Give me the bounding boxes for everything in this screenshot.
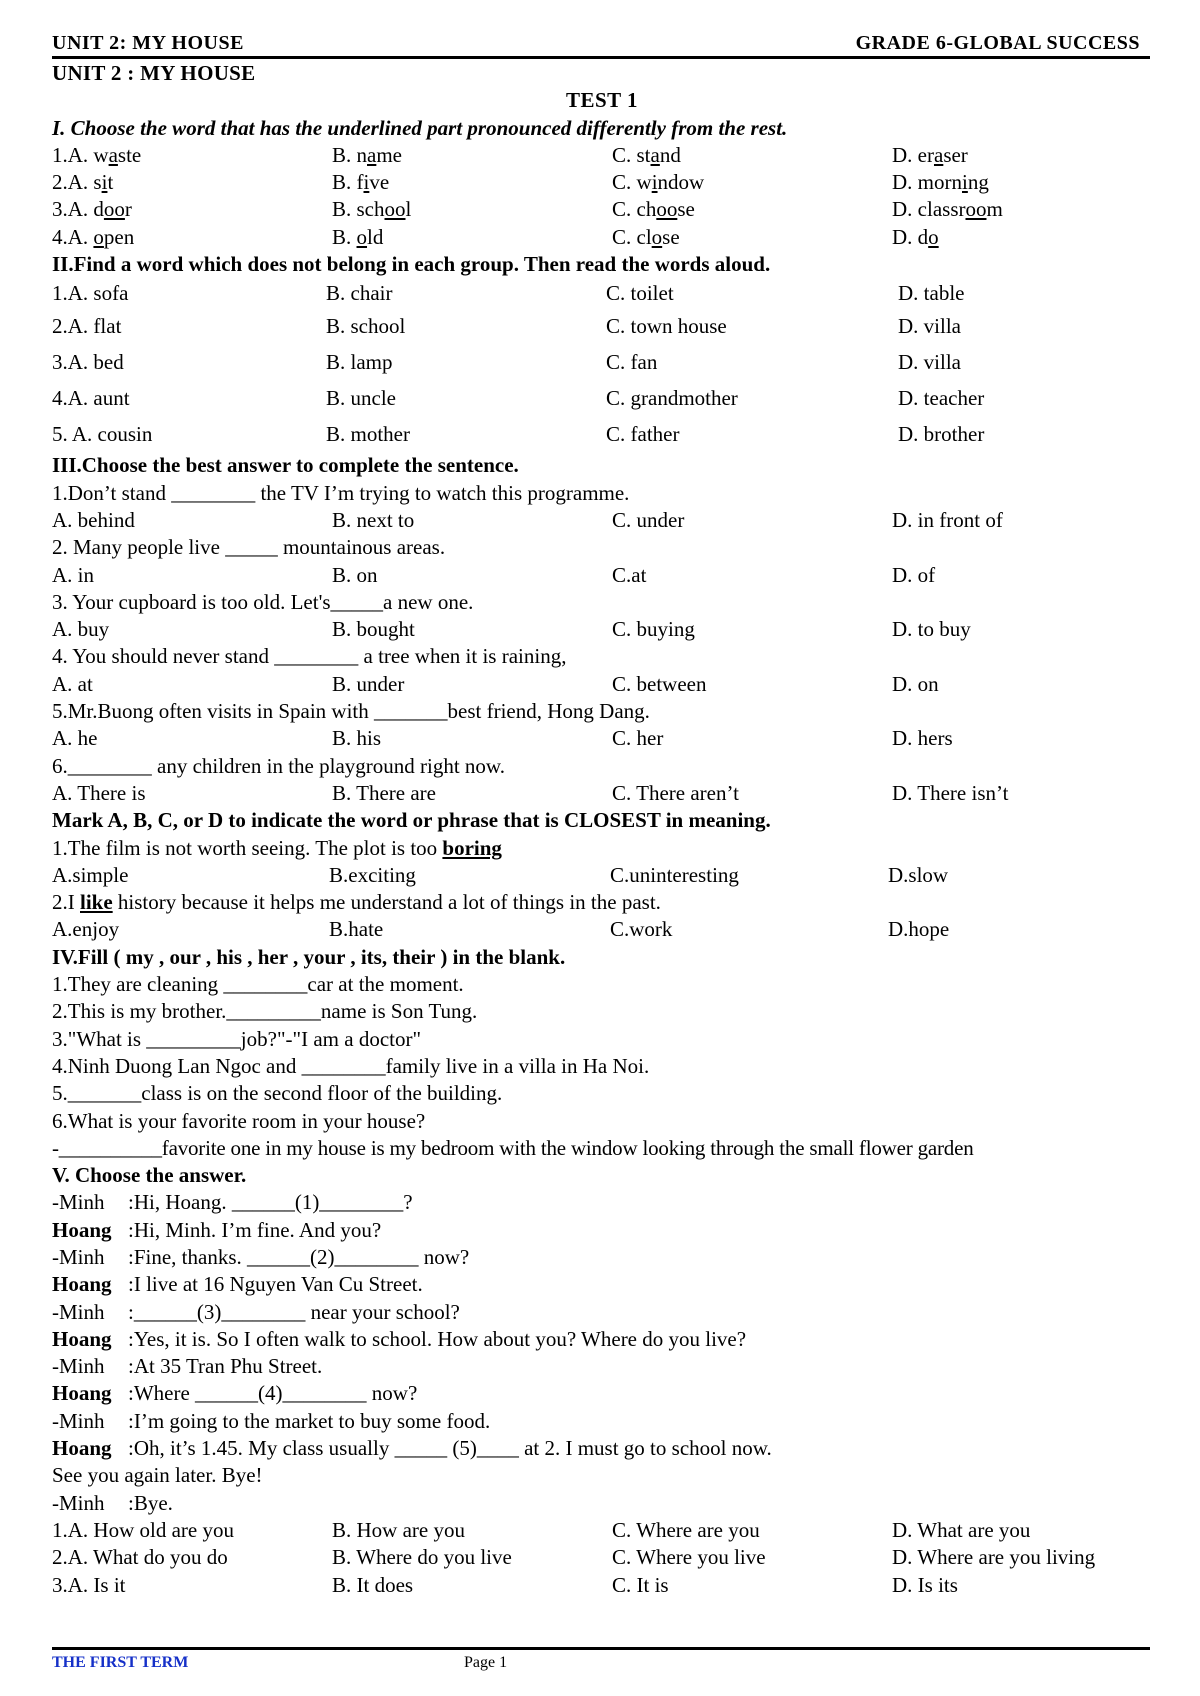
s5-option: B. How are you: [332, 1517, 465, 1542]
dialogue-line: See you again later. Bye!: [52, 1463, 263, 1488]
page-header: [52, 30, 1150, 59]
s3-options-row: [52, 725, 1152, 752]
closest-question-2: [52, 889, 1152, 916]
s2-option: D. teacher: [898, 386, 985, 411]
s3-options-row: [52, 616, 1152, 643]
s4-item: 5._______class is on the second floor of the building.: [52, 1081, 503, 1106]
s2-option: D. villa: [898, 350, 961, 375]
utterance: :Oh, it’s 1.45. My class usually _____ (5)____ at 2. I must go to school now.: [128, 1436, 772, 1461]
utterance: :______(3)________ near your school?: [128, 1299, 460, 1324]
s2-option: 3.A. bed: [52, 350, 124, 375]
s3-question: 5.Mr.Buong often visits in Spain with _______best friend, Hong Dang.: [52, 699, 650, 724]
utterance: :I’m going to the market to buy some food.: [128, 1408, 491, 1433]
s1-option: 4.A. open: [52, 224, 135, 249]
closest-options-row: [52, 916, 1152, 943]
s1-option: B. name: [332, 142, 402, 167]
closest-option: D.slow: [888, 862, 949, 887]
speaker: Hoang: [52, 1381, 112, 1406]
dialogue-line: [52, 1353, 1152, 1380]
s2-option: C. father: [606, 422, 680, 447]
speaker: Hoang: [52, 1326, 112, 1351]
dialogue-line: [52, 1408, 1152, 1435]
utterance: :Yes, it is. So I often walk to school. How about you? Where do you live?: [128, 1326, 747, 1351]
s2-option: B. chair: [326, 281, 393, 306]
s3-option: D. on: [892, 671, 939, 696]
header-grade: GRADE 6-GLOBAL SUCCESS: [855, 32, 1140, 54]
s1-option: D. classroom: [892, 197, 1003, 222]
s2-option: 2.A. flat: [52, 314, 122, 339]
s2-question-row: [52, 380, 1152, 416]
s3-option: D. There isn’t: [892, 780, 1009, 805]
s1-option: C. choose: [612, 197, 695, 222]
speaker: Hoang: [52, 1217, 112, 1242]
s3-option: B. under: [332, 671, 405, 696]
s1-option: C. close: [612, 224, 680, 249]
s3-option: A. buy: [52, 617, 110, 642]
s5-option: 1.A. How old are you: [52, 1517, 234, 1542]
s2-option: D. brother: [898, 422, 985, 447]
s3-option: C. buying: [612, 617, 695, 642]
s2-option: 1.A. sofa: [52, 281, 129, 306]
utterance: :I live at 16 Nguyen Van Cu Street.: [128, 1272, 423, 1297]
dialogue-line: [52, 1244, 1152, 1271]
dialogue: [52, 1189, 1152, 1462]
closest-q2-keyword: like: [80, 890, 113, 915]
s2-question-row: [52, 344, 1152, 380]
header-unit: UNIT 2: MY HOUSE: [52, 32, 244, 54]
s3-option: A. behind: [52, 507, 135, 532]
utterance: :At 35 Tran Phu Street.: [128, 1354, 323, 1379]
s2-option: B. school: [326, 314, 406, 339]
s4-item: 6.What is your favorite room in your house?: [52, 1108, 426, 1133]
dialogue-line: [52, 1217, 1152, 1244]
s4-item: 1.They are cleaning ________car at the moment.: [52, 972, 464, 997]
s2-question-row: [52, 416, 1152, 452]
s5-option: C. Where you live: [612, 1545, 766, 1570]
s1-option: 3.A. door: [52, 197, 132, 222]
s5-option: 2.A. What do you do: [52, 1545, 228, 1570]
s1-question-row: [52, 142, 1152, 169]
s4-item: -__________favorite one in my house is my bedroom with the window looking through the small flower garden: [52, 1135, 974, 1160]
speaker: -Minh: [52, 1244, 105, 1269]
s3-option: B. on: [332, 562, 378, 587]
s3-question: 6.________ any children in the playground right now.: [52, 753, 505, 778]
s2-option: D. table: [898, 281, 965, 306]
dialogue-line: [52, 1380, 1152, 1407]
speaker: Hoang: [52, 1436, 112, 1461]
s5-option: D. Is its: [892, 1572, 958, 1597]
s1-option: C. window: [612, 170, 705, 195]
section-1-title: I. Choose the word that has the underlined part pronounced differently from the rest.: [52, 115, 788, 140]
s3-option: C. her: [612, 726, 664, 751]
s2-question-row: [52, 308, 1152, 344]
s3-option: D. in front of: [892, 507, 1003, 532]
s3-options-row: [52, 780, 1152, 807]
utterance: :Bye.: [128, 1490, 173, 1515]
utterance: :Hi, Hoang. ______(1)________?: [128, 1190, 413, 1215]
unit-title: UNIT 2 : MY HOUSE: [52, 61, 256, 85]
s3-option: B. bought: [332, 617, 415, 642]
s3-options-row: [52, 562, 1152, 589]
page-footer: [52, 1647, 1150, 1678]
s2-option: B. mother: [326, 422, 410, 447]
s3-option: A. There is: [52, 780, 146, 805]
s3-option: B. There are: [332, 780, 436, 805]
s1-option: B. old: [332, 224, 384, 249]
s3-question: 1.Don’t stand ________ the TV I’m trying to watch this programme.: [52, 480, 630, 505]
s4-item: 3."What is _________job?"-"I am a doctor": [52, 1026, 422, 1051]
s3-question: 2. Many people live _____ mountainous areas.: [52, 535, 446, 560]
s3-option: B. his: [332, 726, 382, 751]
speaker: -Minh: [52, 1490, 105, 1515]
s1-question-row: [52, 196, 1152, 223]
worksheet: [52, 60, 1152, 1599]
speaker: -Minh: [52, 1354, 105, 1379]
closest-options-row: [52, 862, 1152, 889]
s5-option: D. What are you: [892, 1517, 1031, 1542]
closest-q1-keyword: boring: [442, 835, 502, 860]
closest-question-1: [52, 835, 1152, 862]
s2-option: C. fan: [606, 350, 658, 375]
s3-options-row: [52, 507, 1152, 534]
s2-option: 5. A. cousin: [52, 422, 153, 447]
utterance: :Hi, Minh. I’m fine. And you?: [128, 1217, 382, 1242]
utterance: :Fine, thanks. ______(2)________ now?: [128, 1244, 470, 1269]
closest-option: A.simple: [52, 862, 129, 887]
s5-option: D. Where are you living: [892, 1545, 1096, 1570]
test-title: TEST 1: [565, 88, 639, 113]
s5-option: C. It is: [612, 1572, 669, 1597]
speaker: Hoang: [52, 1272, 112, 1297]
s3-question: 3. Your cupboard is too old. Let's_____a new one.: [52, 589, 474, 614]
closest-option: C.work: [610, 917, 673, 942]
s1-option: 1.A. waste: [52, 142, 142, 167]
s3-options-row: [52, 671, 1152, 698]
closest-option: D.hope: [888, 917, 950, 942]
closest-q2-text-rest: history because it helps me understand a lot of things in the past.: [112, 890, 661, 915]
s3-option: C.at: [612, 562, 647, 587]
s5-option: B. Where do you live: [332, 1545, 512, 1570]
s2-option: B. uncle: [326, 386, 396, 411]
s1-option: B. school: [332, 197, 412, 222]
dialogue-line: [52, 1271, 1152, 1298]
s5-option: B. It does: [332, 1572, 414, 1597]
s2-option: B. lamp: [326, 350, 393, 375]
s4-item: 4.Ninh Duong Lan Ngoc and ________family live in a villa in Ha Noi.: [52, 1053, 650, 1078]
s2-option: D. villa: [898, 314, 961, 339]
s3-option: C. under: [612, 507, 685, 532]
s3-option: A. in: [52, 562, 94, 587]
dialogue-line: [52, 1189, 1152, 1216]
s2-option: C. grandmother: [606, 386, 738, 411]
s1-option: D. morning: [892, 170, 989, 195]
closest-option: B.exciting: [329, 862, 416, 887]
dialogue-line: [52, 1326, 1152, 1353]
dialogue-line: [52, 1299, 1152, 1326]
speaker: -Minh: [52, 1190, 105, 1215]
closest-option: A.enjoy: [52, 917, 120, 942]
speaker: -Minh: [52, 1408, 105, 1433]
s4-item: 2.This is my brother._________name is Son Tung.: [52, 999, 478, 1024]
closest-q2-text: 2.I: [52, 890, 80, 915]
s5-option: 3.A. Is it: [52, 1572, 126, 1597]
s2-question-row: [52, 278, 1152, 308]
s5-answers-row: [52, 1544, 1152, 1571]
section-2-title: II.Find a word which does not belong in each group. Then read the words aloud.: [52, 252, 771, 277]
s2-option: 4.A. aunt: [52, 386, 130, 411]
s3-option: A. at: [52, 671, 93, 696]
s3-option: D. hers: [892, 726, 953, 751]
s1-option: B. five: [332, 170, 390, 195]
s1-option: C. stand: [612, 142, 681, 167]
s2-option: C. toilet: [606, 281, 674, 306]
closest-q1-text: 1.The film is not worth seeing. The plot is too: [52, 835, 443, 860]
s3-option: C. There aren’t: [612, 780, 739, 805]
section-5-title: V. Choose the answer.: [52, 1163, 247, 1188]
utterance: :Where ______(4)________ now?: [128, 1381, 418, 1406]
speaker: -Minh: [52, 1299, 105, 1324]
s1-option: D. eraser: [892, 142, 968, 167]
s3-option: A. he: [52, 726, 98, 751]
dialogue-line: [52, 1490, 1152, 1517]
s2-option: C. town house: [606, 314, 727, 339]
dialogue-line: [52, 1435, 1152, 1462]
s5-option: C. Where are you: [612, 1517, 760, 1542]
closest-section-title: Mark A, B, C, or D to indicate the word or phrase that is CLOSEST in meaning.: [52, 808, 771, 833]
section-4-title: IV.Fill ( my , our , his , her , your , its, their ) in the blank.: [52, 944, 566, 969]
s3-option: D. to buy: [892, 617, 971, 642]
s3-question: 4. You should never stand ________ a tree when it is raining,: [52, 644, 567, 669]
s3-option: C. between: [612, 671, 707, 696]
s1-question-row: [52, 169, 1152, 196]
s1-option: D. do: [892, 224, 939, 249]
s3-option: D. of: [892, 562, 936, 587]
closest-option: B.hate: [329, 917, 384, 942]
footer-term: THE FIRST TERM: [52, 1654, 189, 1671]
section-3-title: III.Choose the best answer to complete the sentence.: [52, 453, 519, 478]
s1-option: 2.A. sit: [52, 170, 114, 195]
s1-question-row: [52, 224, 1152, 251]
s5-answers-row: [52, 1572, 1152, 1599]
s3-option: B. next to: [332, 507, 415, 532]
s5-answers-row: [52, 1517, 1152, 1544]
closest-option: C.uninteresting: [610, 862, 739, 887]
page-number: Page 1: [464, 1654, 508, 1671]
